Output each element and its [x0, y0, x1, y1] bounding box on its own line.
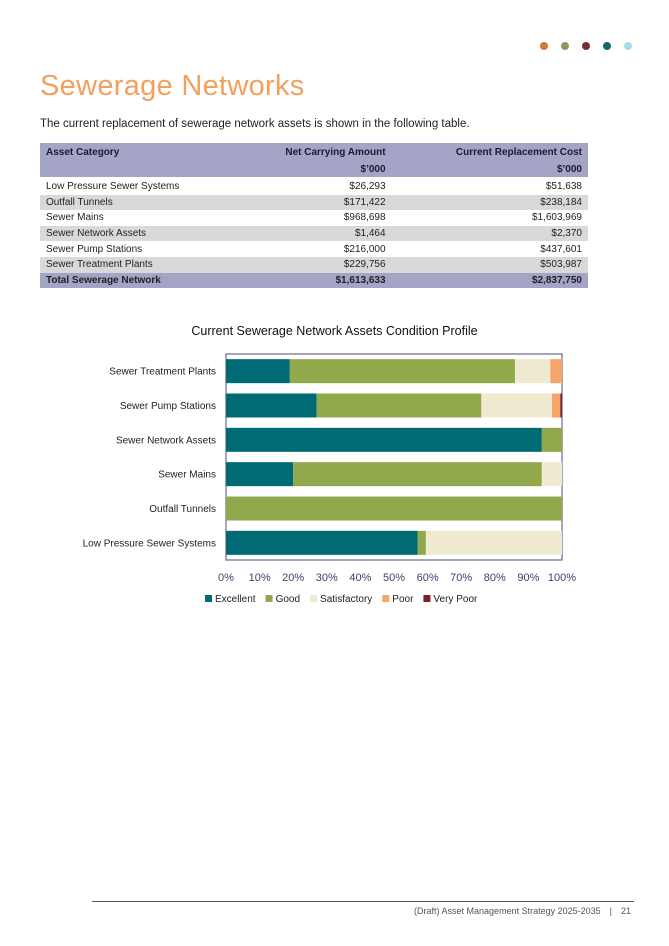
unit-cell-crc: $’000 [392, 161, 588, 178]
row-replacement-cost: $2,370 [392, 226, 588, 242]
category-label: Sewer Treatment Plants [109, 366, 216, 378]
row-net-amount: $229,756 [232, 257, 392, 273]
row-replacement-cost: $51,638 [392, 178, 588, 195]
x-tick-label: 40% [349, 572, 372, 584]
category-label: Low Pressure Sewer Systems [82, 538, 216, 550]
row-category: Sewer Network Assets [40, 226, 232, 242]
bar-segment-excellent [226, 359, 290, 383]
bar-segment-good [293, 462, 542, 486]
plot-area-border [226, 354, 562, 560]
table-row [40, 226, 588, 242]
table-row [40, 257, 588, 273]
x-tick-label: 30% [315, 572, 338, 584]
page-number: 21 [620, 906, 631, 916]
bar-segment-excellent [226, 394, 317, 418]
table-row [40, 241, 588, 257]
brand-dot-maroon [582, 42, 590, 50]
x-tick-label: 50% [382, 572, 406, 584]
footer-doc-title: (Draft) Asset Management Strategy 2025-2035 [414, 906, 601, 916]
x-tick-label: 100% [547, 572, 577, 584]
footer-separator: | [609, 906, 612, 916]
table-total-row [40, 273, 588, 289]
header-current-replacement-cost: Current Replacement Cost [392, 143, 588, 161]
bar-segment-satisfactory [542, 462, 562, 486]
x-tick-label: 70% [450, 572, 473, 584]
bar-segment-poor [552, 394, 560, 418]
x-tick-label: 20% [282, 572, 305, 584]
table-unit-row [40, 161, 588, 178]
x-tick-label: 80% [483, 572, 506, 584]
bar-segment-good [290, 359, 515, 383]
legend-swatch [423, 595, 430, 602]
category-label: Outfall Tunnels [149, 504, 216, 515]
category-label: Sewer Mains [158, 469, 216, 481]
bar-segment-satisfactory [426, 531, 562, 555]
brand-dot-orange [540, 42, 548, 50]
brand-dot-lightblue [624, 42, 632, 50]
table-row [40, 178, 588, 195]
bar-segment-satisfactory [515, 359, 550, 383]
legend-swatch [205, 595, 212, 602]
page-footer [414, 906, 631, 916]
x-tick-label: 60% [416, 572, 439, 584]
header-asset-category: Asset Category [40, 143, 232, 161]
bar-segment-good [226, 497, 562, 521]
brand-dot-teal [603, 42, 611, 50]
intro-text: The current replacement of sewerage network assets is shown in the following table. [40, 118, 470, 130]
total-replacement-cost: $2,837,750 [392, 273, 588, 289]
bar-segment-excellent [226, 428, 542, 452]
row-net-amount: $171,422 [232, 195, 392, 211]
legend-label: Poor [392, 594, 414, 605]
unit-cell-category [40, 161, 232, 178]
row-net-amount: $1,464 [232, 226, 392, 242]
row-replacement-cost: $503,987 [392, 257, 588, 273]
bar-segment-good [317, 394, 482, 418]
row-category: Sewer Treatment Plants [40, 257, 232, 273]
row-net-amount: $216,000 [343, 243, 386, 255]
row-replacement-cost: $437,601 [540, 243, 582, 255]
brand-dot-olive [561, 42, 569, 50]
total-category: Total Sewerage Network [40, 273, 232, 289]
bar-segment-poor [550, 359, 562, 383]
legend-swatch [310, 595, 317, 602]
unit-cell-net: $’000 [232, 161, 392, 178]
bar-segment-excellent [226, 462, 293, 486]
row-category: Sewer Pump Stations [46, 243, 143, 255]
legend-swatch [382, 595, 389, 602]
x-tick-label: 90% [517, 572, 540, 584]
brand-dots [540, 42, 632, 50]
table-row [40, 195, 588, 211]
row-replacement-cost: $1,603,969 [531, 212, 582, 224]
legend-label: Satisfactory [320, 594, 373, 605]
bar-segment-very-poor [560, 394, 562, 418]
total-net-amount: $1,613,633 [232, 273, 392, 289]
category-label: Sewer Pump Stations [119, 401, 216, 412]
row-net-amount: $968,698 [343, 212, 386, 224]
bar-segment-good [542, 428, 562, 452]
chart-title: Current Sewerage Network Assets Condition Profile [191, 324, 478, 338]
table-header-row [40, 143, 588, 161]
bar-segment-excellent [226, 531, 418, 555]
condition-profile-chart [0, 340, 669, 620]
row-net-amount: $26,293 [232, 178, 392, 195]
asset-table [40, 143, 588, 288]
page-title: Sewerage Networks [40, 70, 305, 102]
bar-segment-satisfactory [481, 394, 552, 418]
legend-label: Very Poor [433, 594, 478, 605]
bar-segment-good [418, 531, 426, 555]
row-replacement-cost: $238,184 [392, 195, 588, 211]
row-category: Outfall Tunnels [40, 195, 232, 211]
legend-label: Good [275, 594, 301, 605]
header-net-carrying-amount: Net Carrying Amount [232, 143, 392, 161]
category-label: Sewer Network Assets [115, 435, 216, 447]
row-category: Low Pressure Sewer Systems [40, 178, 232, 195]
table-row [40, 210, 588, 226]
footer-divider [92, 901, 634, 902]
legend-swatch [266, 595, 273, 602]
x-tick-label: 10% [248, 572, 271, 584]
legend-label: Excellent [215, 594, 256, 605]
x-tick-label: 0% [218, 572, 234, 584]
row-category: Sewer Mains [46, 212, 104, 224]
